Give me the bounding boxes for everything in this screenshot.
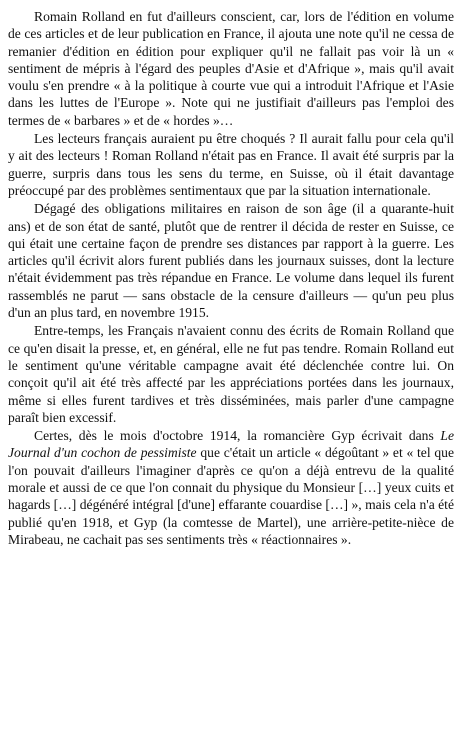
paragraph-3: Dégagé des obligations militaires en raison de son âge (il a quarante-huit ans) et de son état de santé, plutôt que de rentrer il décida de rester en Suisse, ce qui était une certaine façon de prendre ses distances par rapport à la guerre. Les articles qu'il écrivit alors furent publiés dans les journaux suisses, dont la lecture n'était évidemment pas très répandue en France. Le volume dans lequel ils furent rassemblés ne parut — sans obstacle de la censure d'ailleurs — qu'un peu plus d'un an plus tard, en novembre 1915. [8, 201, 454, 321]
paragraph-4: Entre-temps, les Français n'avaient connu des écrits de Romain Rolland que ce qu'en disait la presse, et, en général, elle ne fut pas tendre. Romain Rolland eut le sentiment qu'une véritable campagne avait été déclenchée contre lui. On conçoit qu'il ait été très affecté par les appréciations portées dans les journaux, même si elles furent tardives et très disséminées, mais parler d'une campagne paraît bien excessif. [8, 323, 454, 425]
paragraph-2: Les lecteurs français auraient pu être choqués ? Il aurait fallu pour cela qu'il y ait des lecteurs ! Roman Rolland n'était pas en France. Il avait été surpris par la guerre, surpris dans tous les sens du terme, en Suisse, où il était davantage préoccupé par des problèmes sentimentaux que par la situation internationale. [8, 131, 454, 198]
paragraph-1: Romain Rolland en fut d'ailleurs conscient, car, lors de l'édition en volume de ces articles et de leur publication en France, il ajouta une note qu'il ne cessa de remanier d'édition en édition pour expliquer qu'il ne fallait pas voir là un « sentiment de mépris à l'égard des peuples d'Asie et d'Afrique », mais qu'il avait voulu s'en prendre « à la politique à courte vue qui a introduit l'Afrique et l'Asie dans les luttes de l'Europe ». Note qui ne justifiait d'ailleurs pas l'emploi des termes de « barbares » et de « hordes »… [8, 9, 454, 128]
paragraph-5-lead: Certes, dès le mois d'octobre 1914, la romancière Gyp écrivait dans [34, 428, 441, 444]
document-page [8, 8, 454, 548]
book-title: Le Journal d'un cochon de pessimiste [8, 428, 454, 461]
paragraph-5 [8, 427, 454, 548]
paragraph-5-rest: que c'était un article « dégoûtant » et « tel que l'on pouvait d'ailleurs l'imaginer d'après ce qu'on a déjà entrevu de la qualité morale et aussi de ce que l'on connait du physique du Monsieur […] yeux cuits et hagards […] dégénéré intégral [d'une] effarante couardise […] », mais cela n'a été publié qu'en 1918, et Gyp (la comtesse de Martel), une arrière-petite-nièce de Mirabeau, ne cachait pas ses sentiments très « réactionnaires ». [8, 445, 454, 547]
